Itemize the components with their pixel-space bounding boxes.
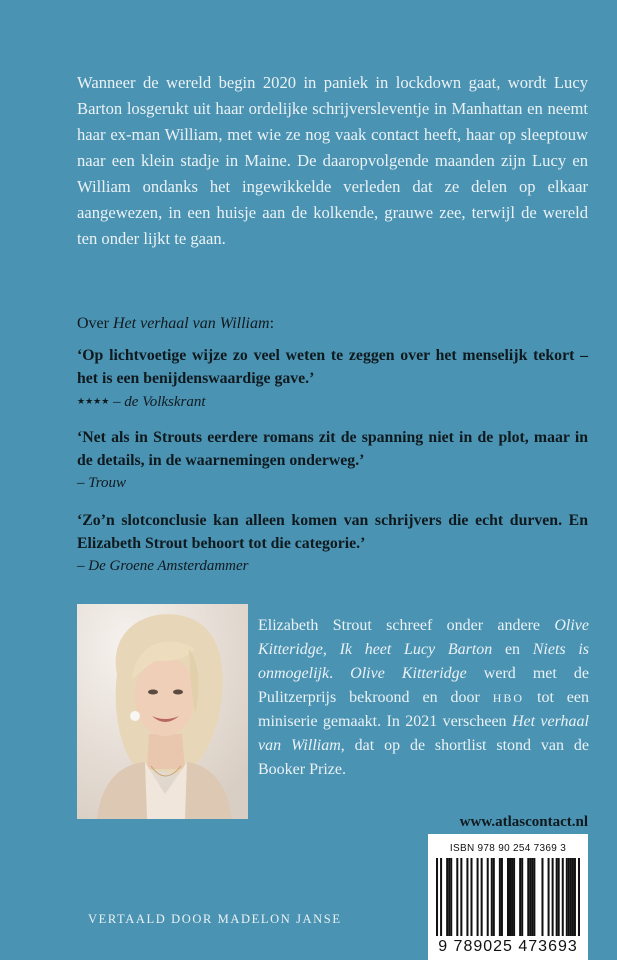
barcode-bar	[578, 858, 580, 936]
barcode-bar	[491, 858, 493, 936]
ean-digits: 9 789025 473693	[438, 938, 578, 955]
barcode-bar	[531, 858, 533, 936]
barcode-bar	[568, 858, 570, 936]
barcode-bar	[477, 858, 479, 936]
review-source-name: – de Volkskrant	[113, 394, 206, 410]
barcode-bar	[556, 858, 558, 936]
review-source: – Trouw	[77, 475, 127, 491]
barcode-bar	[501, 858, 503, 936]
bio-title: Olive Kitteridge	[258, 617, 589, 658]
barcode-bar	[533, 858, 535, 936]
barcode-bar	[548, 858, 550, 936]
barcode-bar	[470, 858, 472, 936]
review-trouw	[77, 426, 588, 494]
blurb-text: Wanneer de wereld begin 2020 in paniek in lockdown gaat, wordt Lucy Barton losgerukt uit haar ordelijke schrijversleventje in Manhattan en neemt haar ex-man William, met wie ze nog vaak contact heeft, haar op sleeptouw naar een klein stadje in Maine. De daaropvolgende maanden zijn Lucy en William ondanks het ingewikkelde verleden dat ze delen op elkaar aangewezen, in een huisje aan de kolkende, grauwe zee, terwijl de wereld ten onder lijkt te gaan.	[77, 73, 588, 248]
barcode-bar	[570, 858, 572, 936]
barcode-bar	[446, 858, 448, 936]
barcode-bar	[572, 858, 574, 936]
reviews-intro	[77, 312, 588, 336]
bio-hbo: HBO	[492, 691, 525, 705]
barcode-bar	[562, 858, 564, 936]
barcode-bar	[541, 858, 543, 936]
barcode-bar	[529, 858, 531, 936]
barcode-bar	[519, 858, 521, 936]
barcode-bar	[456, 858, 458, 936]
barcode-bar	[481, 858, 483, 936]
bio-part: Elizabeth Strout schreef onder andere	[258, 617, 555, 634]
review-quote: ‘Op lichtvoetige wijze zo veel weten te zeggen over het menselijk tekort – het is een benijdenswaardige gave.’	[77, 347, 588, 387]
bio-part: .	[329, 665, 351, 682]
bio-title: Niets is onmogelijk	[258, 641, 589, 682]
barcode-bars-icon	[436, 858, 580, 938]
barcode-box	[428, 834, 588, 960]
review-groene	[77, 509, 588, 577]
barcode-bar	[511, 858, 513, 936]
rating-stars-icon: ★★★★	[77, 396, 110, 406]
bio-title: Olive Kitteridge	[350, 665, 467, 682]
barcode-bar	[558, 858, 560, 936]
review-quote: ‘Net als in Strouts eerdere romans zit de spanning niet in de plot, maar in de details, in de waarnemingen onderweg.’	[77, 429, 588, 469]
barcode-bar	[527, 858, 529, 936]
isbn-text: ISBN 978 90 254 7369 3	[449, 843, 567, 854]
barcode-bar	[521, 858, 523, 936]
bio-part: ,	[322, 641, 340, 658]
reviews-intro-title: Het verhaal van William	[112, 315, 270, 332]
barcode-bar	[566, 858, 568, 936]
bio-part: en	[492, 641, 533, 658]
barcode-bar	[552, 858, 554, 936]
barcode-bar	[493, 858, 495, 936]
bio-part: , dat op de shortlist stond van de Booker Prize.	[258, 737, 589, 778]
review-quote: ‘Zo’n slotconclusie kan alleen komen van schrijvers die echt durven. En Elizabeth Strout behoort tot die categorie.’	[77, 512, 588, 552]
review-source: – De Groene Amsterdammer	[77, 558, 249, 574]
barcode-bar	[448, 858, 450, 936]
bio-part: werd met de Pulitzerprijs bekroond en door	[258, 665, 590, 706]
author-portrait-photo-icon	[77, 604, 248, 819]
barcode-bar	[466, 858, 468, 936]
barcode-bar	[436, 858, 438, 936]
barcode-bar	[507, 858, 509, 936]
author-bio	[258, 614, 589, 782]
barcode-bar	[487, 858, 489, 936]
barcode-bar	[460, 858, 462, 936]
bio-part: tot een miniserie gemaakt. In 2021 verscheen	[258, 689, 589, 730]
bio-title: Het verhaal van William	[258, 713, 590, 754]
review-source	[77, 390, 588, 413]
barcode-bar	[450, 858, 452, 936]
reviews-intro-prefix: Over	[77, 315, 113, 332]
barcode-bar	[574, 858, 576, 936]
bio-title: Ik heet Lucy Barton	[339, 641, 493, 658]
barcode-bar	[509, 858, 511, 936]
barcode-bar	[440, 858, 442, 936]
review-volkskrant	[77, 344, 588, 413]
author-photo	[77, 604, 248, 819]
translator-credit: VERTAALD DOOR MADELON JANSE	[88, 912, 342, 926]
barcode-bar	[499, 858, 501, 936]
publisher-url[interactable]: www.atlascontact.nl	[459, 814, 588, 830]
barcode-bar	[513, 858, 515, 936]
reviews-intro-suffix: :	[269, 315, 275, 332]
